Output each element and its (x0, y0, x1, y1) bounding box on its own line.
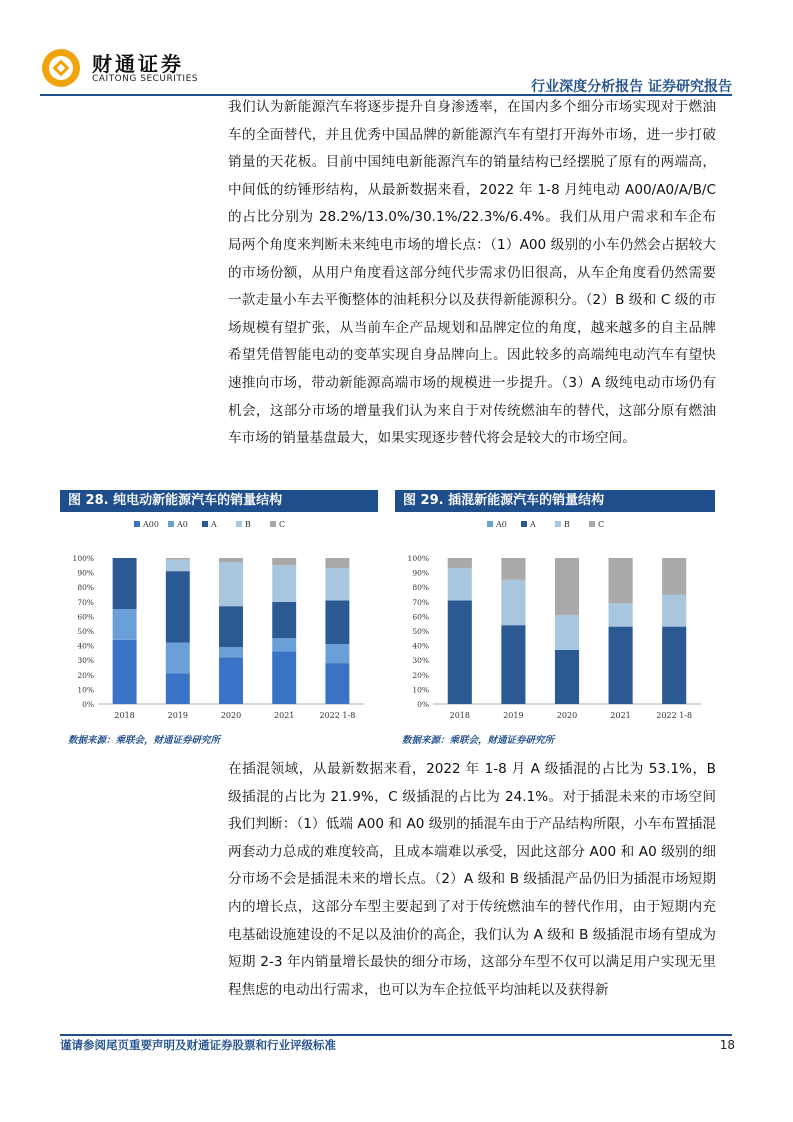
y-tick-label: 10% (412, 685, 429, 695)
x-tick-label: 2019 (503, 711, 524, 720)
legend-label-B: B (564, 520, 570, 529)
x-tick-label: 2020 (556, 711, 578, 720)
bar-A-2021 (272, 602, 296, 639)
y-tick-label: 100% (407, 554, 429, 563)
body-paragraph-phev: 在插混领域，从最新数据来看，2022 年 1-8 月 A 级插混的占比为 53.1%，B 级插混的占比为 21.9%，C 级插混的占比为 24.1%。对于插混未来的市场空间我们判断：（1）低端 A00 和 A0 级别的插混车由于产品结构所限，小车布置插混两套动力总成的难度较高，且成本端难以承受，因此这部分 A00 和 A0 级别的细分市场不会是插混未来的增长点。（2）A 级和 B 级插混产品仍旧为插混市场短期内的增长点，这部分车型主要起到了对于传统燃油车的替代作用，由于短期内充电基础设施建设的不足以及油价的高企，我们认为 A 级和 B 级插混市场有望成为短期 2-3 年内销量增长最快的细分市场，这部分车型不仅可以满足用户实现无里程焦虑的电动出行需求，也可以为车企拉低平均油耗以及获得新 (228, 761, 716, 998)
y-tick-label: 20% (77, 670, 94, 680)
legend-label-A: A (530, 520, 536, 529)
bar-A0-2021 (272, 638, 296, 651)
bar-C-2020 (555, 558, 579, 615)
legend-swatch-C (270, 521, 276, 527)
bar-A-2020 (219, 606, 243, 647)
legend-swatch-A0 (487, 521, 493, 527)
legend-swatch-B (555, 521, 561, 527)
bar-B-2022 1-8 (325, 568, 349, 600)
x-tick-label: 2022 1-8 (319, 711, 356, 720)
bar-B-2021 (272, 565, 296, 602)
bar-C-2022 1-8 (325, 558, 349, 568)
legend-swatch-A0 (168, 521, 174, 527)
bar-C-2020 (219, 558, 243, 562)
bar-A-2018 (113, 558, 137, 609)
bar-A0-2022 1-8 (325, 644, 349, 663)
bar-B-2018 (448, 568, 472, 600)
y-tick-label: 40% (412, 641, 429, 651)
y-tick-label: 10% (77, 685, 94, 695)
bar-A00-2020 (219, 657, 243, 704)
bar-A00-2019 (166, 673, 190, 704)
y-tick-label: 70% (412, 597, 429, 607)
x-tick-label: 2021 (610, 711, 631, 720)
figure-29-source: 数据来源：乘联会，财通证券研究所 (402, 735, 555, 746)
page-number: 18 (719, 1038, 735, 1052)
bar-B-2021 (609, 603, 633, 626)
y-tick-label: 30% (77, 656, 94, 666)
y-tick-label: 60% (77, 612, 94, 622)
brand-name-en: CAITONG SECURITIES (92, 74, 198, 84)
legend-swatch-B (236, 521, 242, 527)
y-tick-label: 90% (77, 568, 94, 578)
bar-A0-2020 (219, 647, 243, 657)
bar-C-2021 (272, 558, 296, 565)
bar-B-2020 (555, 615, 579, 650)
bar-C-2019 (166, 558, 190, 559)
y-tick-label: 0% (417, 700, 429, 709)
bar-B-2019 (501, 580, 525, 625)
figure-29-title: 图 29. 插混新能源汽车的销量结构 (395, 490, 715, 512)
bar-B-2019 (166, 559, 190, 571)
y-tick-label: 30% (412, 656, 429, 666)
bar-A-2020 (555, 650, 579, 704)
legend-label-C: C (598, 520, 605, 529)
y-tick-label: 50% (77, 627, 94, 636)
bar-A-2021 (609, 627, 633, 704)
figure-28-title: 图 28. 纯电动新能源汽车的销量结构 (60, 490, 378, 512)
legend-swatch-A (202, 521, 208, 527)
bar-C-2019 (501, 558, 525, 580)
brand-name-cn: 财通证券 (92, 52, 184, 76)
bar-A0-2019 (166, 643, 190, 674)
bar-A-2018 (448, 600, 472, 704)
figure-28-source: 数据来源：乘联会，财通证券研究所 (68, 735, 221, 746)
y-tick-label: 80% (412, 583, 429, 593)
x-tick-label: 2018 (114, 711, 135, 720)
y-tick-label: 60% (412, 612, 429, 622)
bar-C-2021 (609, 558, 633, 603)
legend-swatch-A00 (134, 521, 140, 527)
chart-phev-sales-structure (395, 514, 715, 724)
y-tick-label: 100% (72, 554, 94, 563)
legend-swatch-A (521, 521, 527, 527)
caitong-logo-icon (40, 47, 82, 89)
bar-A00-2021 (272, 651, 296, 704)
bar-A-2022 1-8 (662, 627, 686, 704)
bar-A-2022 1-8 (325, 600, 349, 644)
chart-bev-sales-structure (60, 514, 378, 724)
legend-label-B: B (245, 520, 251, 529)
bar-C-2022 1-8 (662, 558, 686, 595)
legend-label-A: A (211, 520, 217, 529)
x-tick-label: 2022 1-8 (656, 711, 693, 720)
footer-divider (60, 1034, 732, 1036)
x-tick-label: 2019 (167, 711, 188, 720)
x-tick-label: 2020 (220, 711, 242, 720)
y-tick-label: 20% (412, 670, 429, 680)
bar-A0-2018 (113, 609, 137, 640)
y-tick-label: 70% (77, 597, 94, 607)
y-tick-label: 40% (77, 641, 94, 651)
bar-A-2019 (166, 571, 190, 643)
legend-swatch-C (589, 521, 595, 527)
bar-C-2018 (448, 558, 472, 568)
bar-A00-2018 (113, 640, 137, 704)
bar-B-2022 1-8 (662, 595, 686, 627)
legend-label-A00: A00 (143, 520, 159, 529)
bar-A-2019 (501, 625, 525, 704)
y-tick-label: 50% (412, 627, 429, 636)
body-paragraph-ev: 我们认为新能源汽车将逐步提升自身渗透率，在国内多个细分市场实现对于燃油车的全面替代，并且优秀中国品牌的新能源汽车有望打开海外市场，进一步打破销量的天花板。目前中国纯电新能源汽车的销量结构已经摆脱了原有的两端高，中间低的纺锤形结构，从最新数据来看，2022 年 1-8 月纯电动 A00/A0/A/B/C 的占比分别为 28.2%/13.0%/30.1%/22.3%/6.4%。我们从用户需求和车企布局两个角度来判断未来纯电市场的增长点：（1）A00 级别的小车仍然会占据较大的市场份额，从用户角度看这部分纯代步需求仍旧很高，从车企角度看仍然需要一款走量小车去平衡整体的油耗积分以及获得新能源积分。（2）B 级和 C 级的市场规模有望扩张，从当前车企产品规划和品牌定位的角度，越来越多的自主品牌希望凭借智能电动的变革实现自身品牌向上。因此较多的高端纯电动汽车有望快速推向市场，带动新能源高端市场的规模进一步提升。（3）A 级纯电动市场仍有机会，这部分市场的增量我们认为来自于对传统燃油车的替代，这部分原有燃油车市场的销量基盘最大，如果实现逐步替代将会是较大的市场空间。 (228, 99, 716, 447)
footer-disclaimer-link[interactable]: 谨请参阅尾页重要声明及财通证券股票和行业评级标准 (60, 1038, 336, 1052)
x-tick-label: 2018 (449, 711, 470, 720)
legend-label-C: C (279, 520, 286, 529)
y-tick-label: 80% (77, 583, 94, 593)
y-tick-label: 90% (412, 568, 429, 578)
legend-label-A0: A0 (177, 520, 188, 529)
report-type-label: 行业深度分析报告 证券研究报告 (531, 79, 732, 95)
x-tick-label: 2021 (274, 711, 295, 720)
bar-B-2020 (219, 562, 243, 606)
bar-A00-2022 1-8 (325, 663, 349, 704)
y-tick-label: 0% (82, 700, 94, 709)
legend-label-A0: A0 (496, 520, 507, 529)
